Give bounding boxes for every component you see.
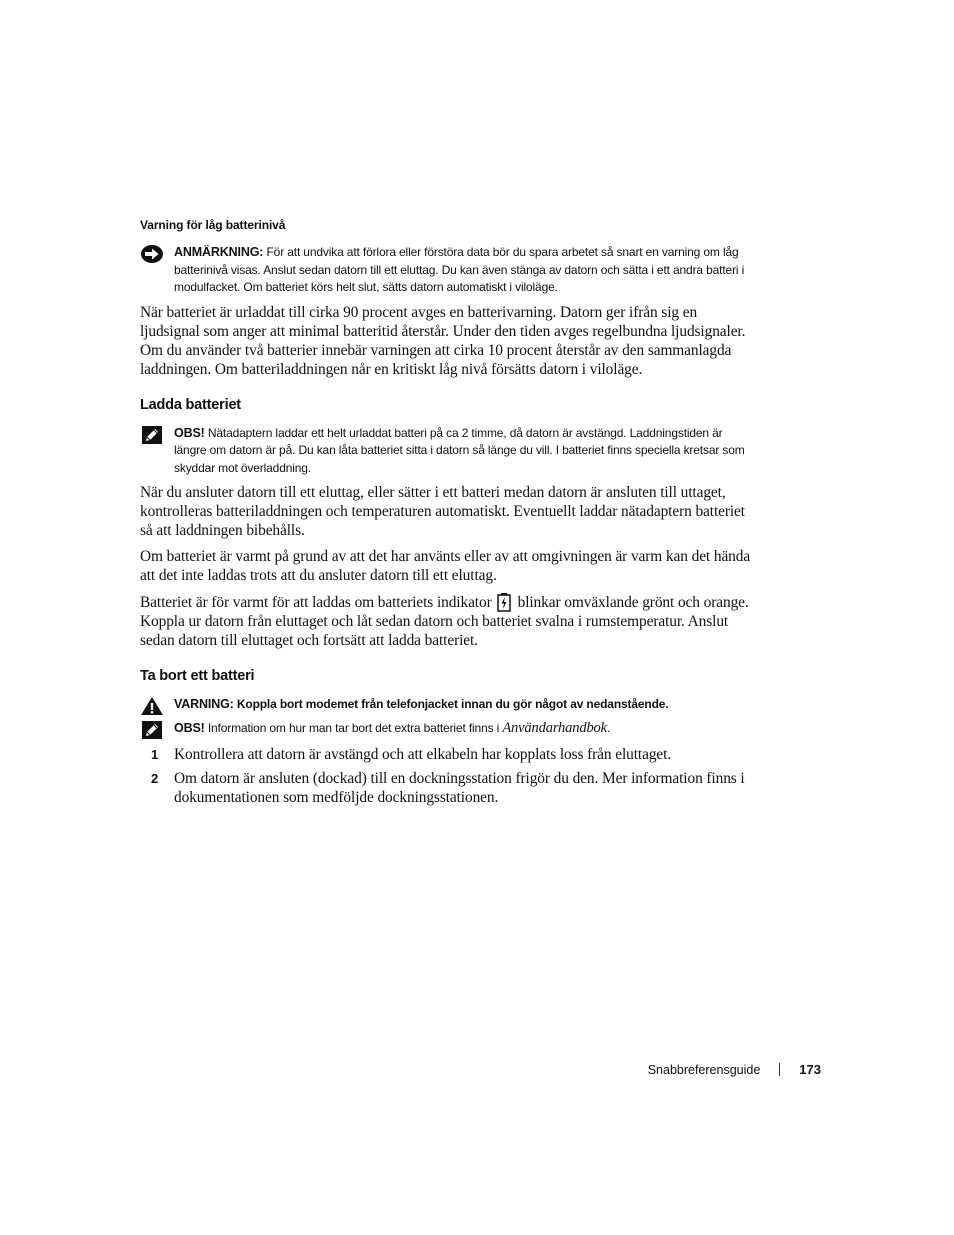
remove-heading: Ta bort ett batteri xyxy=(140,668,255,684)
warning-triangle-icon xyxy=(140,696,164,716)
step-number: 1 xyxy=(151,747,159,762)
warning-block xyxy=(140,696,758,714)
remove-note-block xyxy=(140,720,758,738)
remove-note-end: . xyxy=(606,720,611,735)
charge-note-text: Nätadaptern laddar ett helt urladdat batteri på ca 2 timme, då datorn är avstängd. Laddningstiden är längre om datorn är på. Du kan låta batteriet sitta i datorn så länge du vill. I batteriet finns speciella kretsar som skyddar mot överladdning. xyxy=(174,425,745,475)
step-text: Om datorn är ansluten (dockad) till en dockningsstation frigör du den. Mer information finns i dokumentationen som medföljde dockningsstationen. xyxy=(174,770,745,806)
warning-label: VARNING: xyxy=(174,697,234,711)
battery-indicator-icon xyxy=(496,592,512,612)
step-text: Kontrollera att datorn är avstängd och att elkabeln har kopplats loss från eluttaget. xyxy=(174,746,672,763)
notice-arrow-icon xyxy=(140,244,164,264)
warning-text: Koppla bort modemet från telefonjacket innan du gör något av nedanstående. xyxy=(236,697,669,711)
charge-paragraph-1: När du ansluter datorn till ett eluttag, eller sätter i ett batteri medan datorn är ansluten till uttaget, kontrolleras batteriladdningen och temperaturen automatiskt. Eventuellt laddar nätadaptern batteriet så att laddningen bibehålls. xyxy=(140,484,745,539)
charge-note-label: OBS! xyxy=(174,425,205,440)
footer-divider xyxy=(779,1063,780,1076)
charge-paragraph-3-start: Batteriet är för varmt för att laddas om batteriets indikator xyxy=(140,594,492,611)
charge-paragraph-3 xyxy=(140,592,758,650)
notice-block xyxy=(140,244,758,297)
charge-heading: Ladda batteriet xyxy=(140,396,241,413)
page-footer xyxy=(648,1062,821,1077)
charge-paragraph-3-end: blinkar omväxlande grönt och orange. Koppla ur datorn från eluttaget och låt sedan datorn och batteriet svalna i rumstemperatur. Anslut sedan datorn till eluttaget och fortsätt att ladda batteriet. xyxy=(140,594,749,649)
page-content xyxy=(140,218,758,812)
list-item xyxy=(140,769,758,807)
charge-note-block xyxy=(140,425,758,478)
remove-note-text: Information om hur man tar bort det extra batteriet finns i xyxy=(207,720,500,735)
footer-guide-title: Snabbreferensguide xyxy=(647,1062,761,1077)
page-number: 173 xyxy=(799,1062,821,1077)
low-battery-paragraph: När batteriet är urladdat till cirka 90 procent avges en batterivarning. Datorn ger ifrån sig en ljudsignal som anger att minimal batteritid återstår. Under den tiden avges regelbundna ljudsignaler. Om du använder två batterier innebär varningen att cirka 10 procent återstår av den sammanlagda laddningen. Om batteriladdningen når en kritiskt låg nivå försätts datorn i viloläge. xyxy=(140,303,746,378)
notice-label: ANMÄRKNING: xyxy=(174,245,264,259)
charge-paragraph-2: Om batteriet är varmt på grund av att det har använts eller av att omgivningen är varm kan det hända att det inte laddas trots att du ansluter datorn till ett eluttag. xyxy=(140,548,751,584)
low-battery-heading: Varning för låg batterinivå xyxy=(140,218,286,232)
pencil-note-icon xyxy=(140,425,164,445)
step-number: 2 xyxy=(151,771,159,786)
remove-note-label: OBS! xyxy=(174,720,205,735)
list-item xyxy=(140,745,758,764)
notice-text: För att undvika att förlora eller förstöra data bör du spara arbetet så snart en varning om låg batterinivå visas. Anslut sedan datorn till ett eluttag. Du kan även stänga av datorn och sätta i ett andra batteri i modulfacket. Om batteriet körs helt slut, sätts datorn automatiskt i viloläge. xyxy=(174,245,745,294)
removal-steps xyxy=(140,745,758,807)
user-guide-title: Användarhandbok xyxy=(502,719,607,736)
pencil-note-icon xyxy=(140,720,164,740)
